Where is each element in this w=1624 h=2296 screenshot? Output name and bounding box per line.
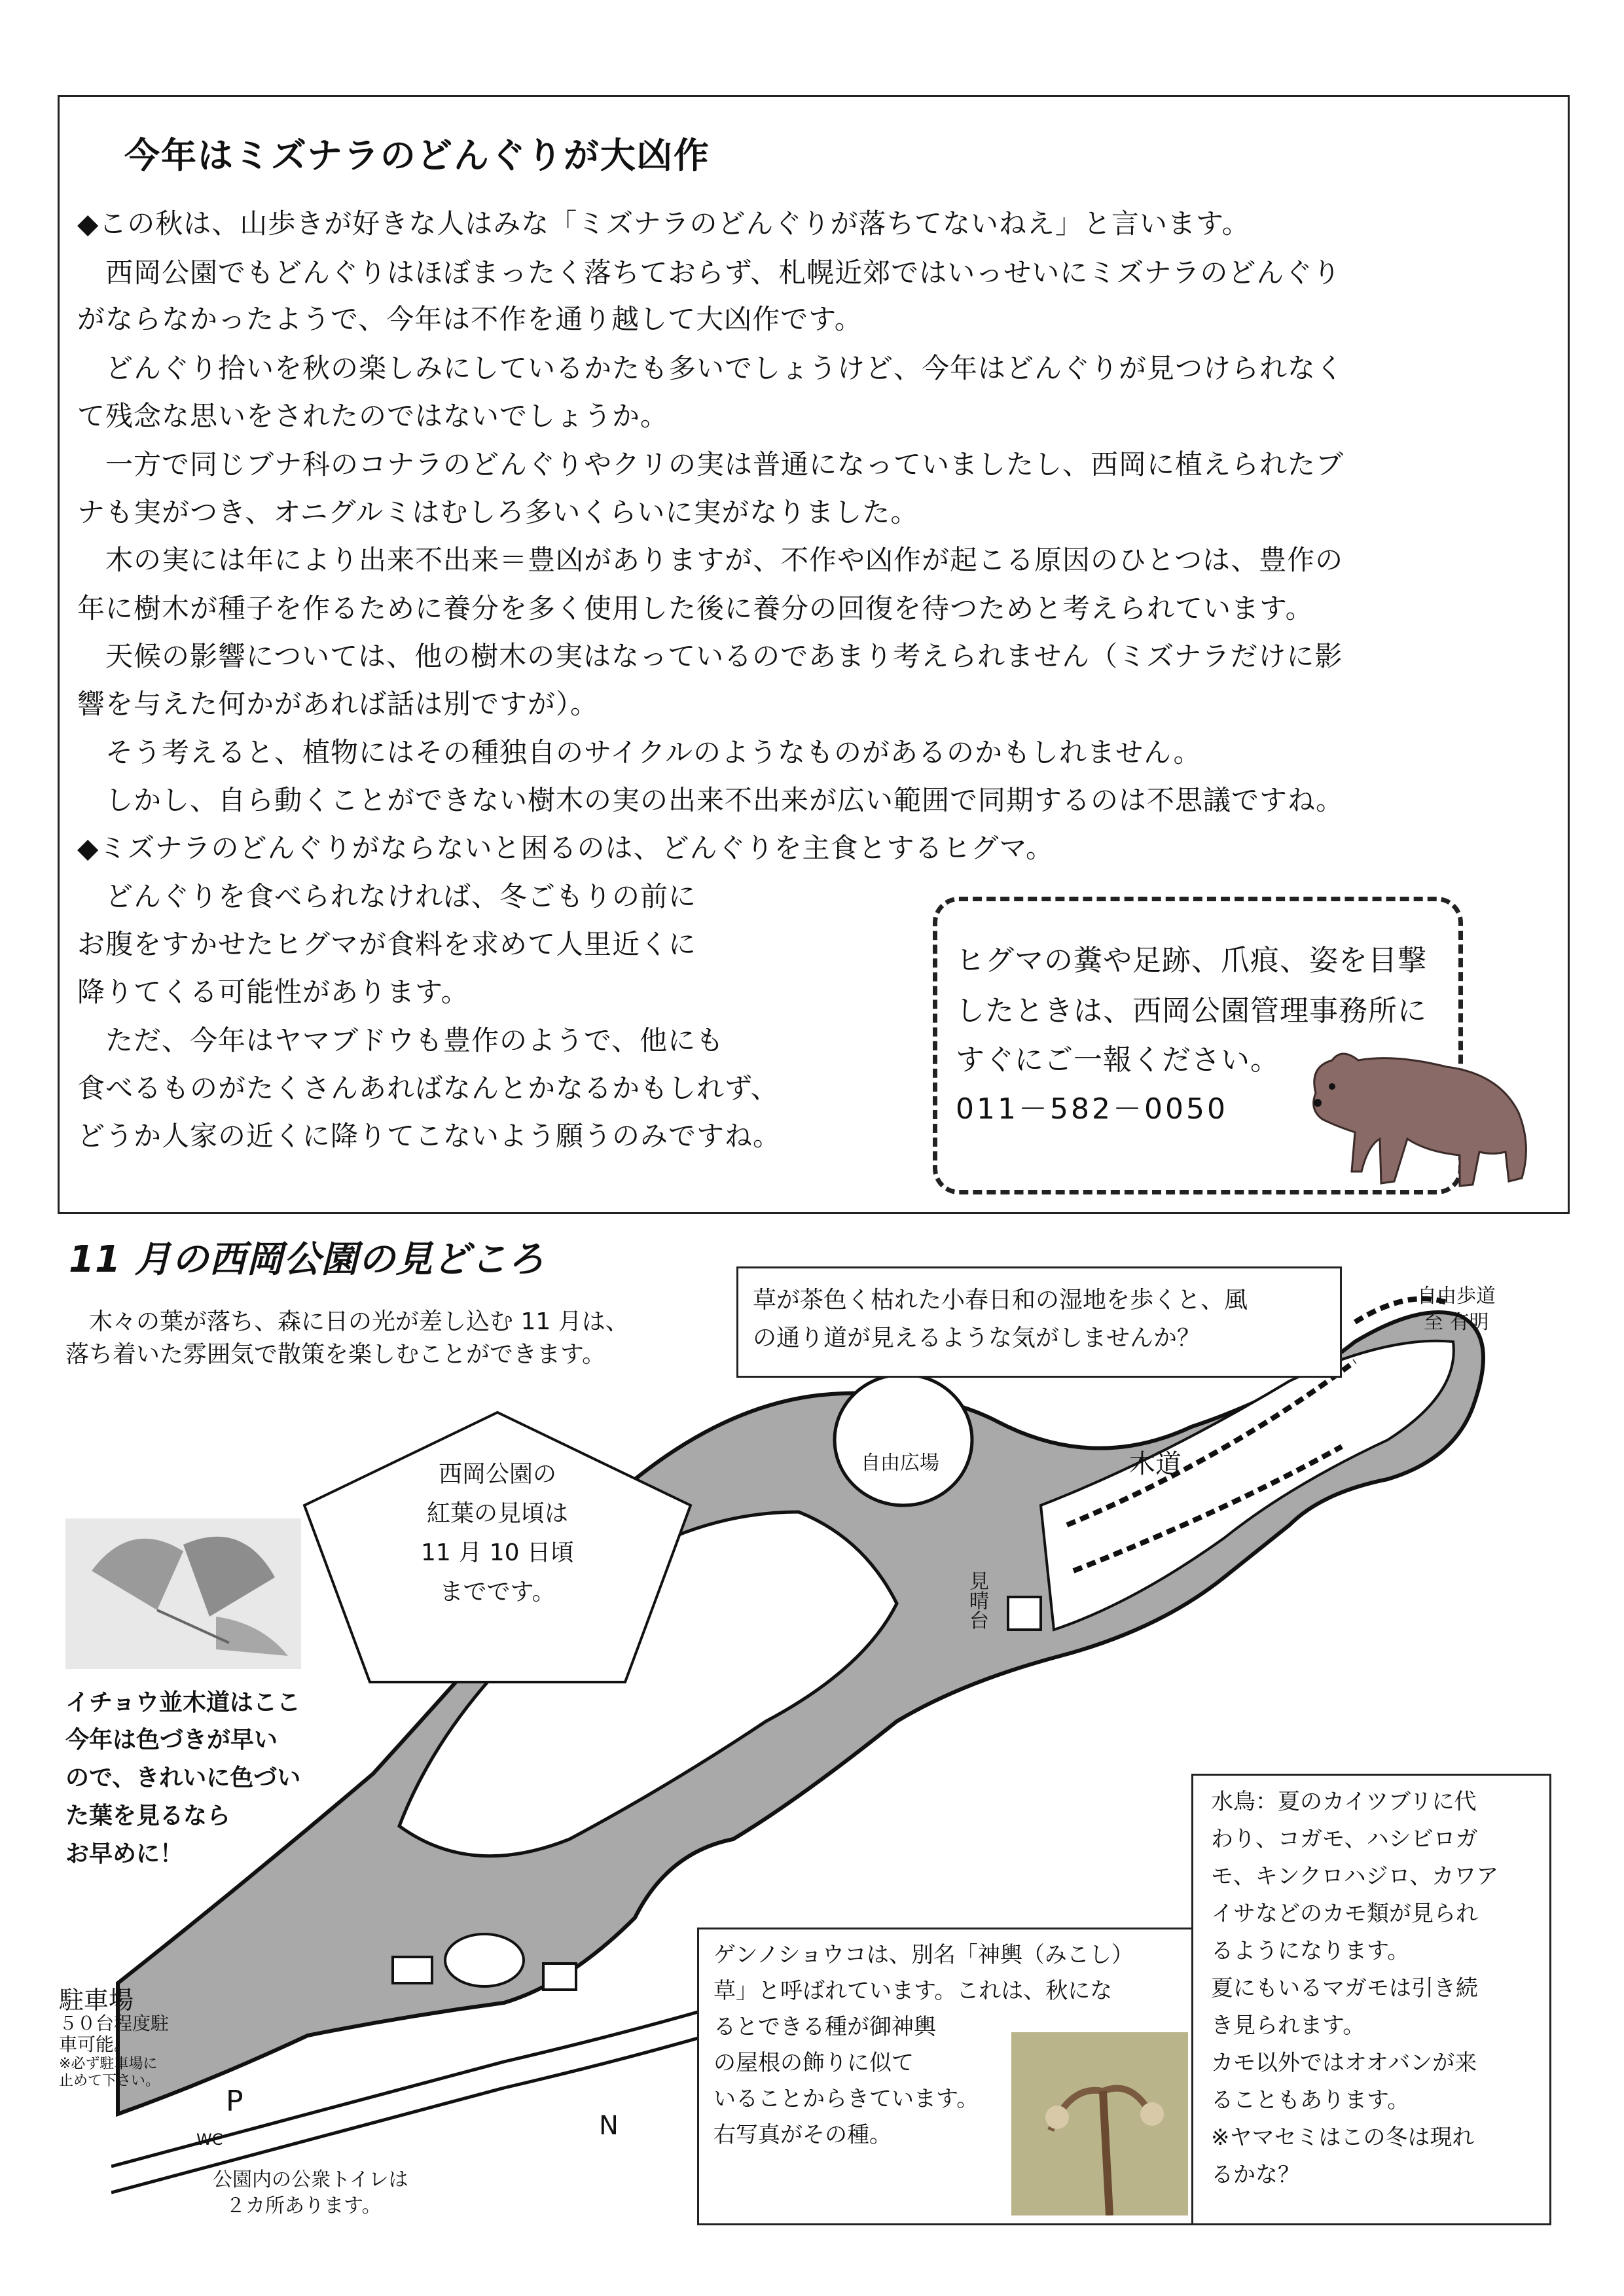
article-line: ◆ミズナラのどんぐりがならないと困るのは、どんぐりを主食とするヒグマ。	[77, 832, 1054, 864]
toilet-note: 公園内の公衆トイレは	[213, 2168, 408, 2191]
phone-number: 011－582－0050	[956, 1092, 1228, 1126]
article-title: 今年はミズナラのどんぐりが大凶作	[124, 135, 710, 176]
wetland-note-line: 草が茶色く枯れた小春日和の湿地を歩くと、風	[753, 1287, 1248, 1314]
gennoshouko-line: 草」と呼ばれています。これは、秋にな	[713, 1978, 1113, 2004]
north-arrow: N	[599, 2111, 619, 2141]
pentagon-line: 西岡公園の	[438, 1461, 556, 1488]
map-label-parking-note: ５０台程度駐	[59, 2013, 170, 2034]
article-line: 年に樹木が種子を作るために養分を多く使用した後に養分の回復を待つためと考えられています。	[77, 592, 1314, 624]
article-line: 木の実には年により出来不出来＝豊凶がありますが、不作や凶作が起こる原因のひとつは、豊作の	[77, 544, 1344, 576]
map-label-boardwalk: 木道	[1129, 1449, 1182, 1479]
ginkgo-note-line: 今年は色づきが早い	[65, 1727, 278, 1753]
gennoshouko-line: ゲンノショウコは、別名「神輿（みこし）	[713, 1942, 1134, 1968]
article-line: 響を与えた何かがあれば話は別ですが）。	[77, 688, 599, 720]
waterbirds-line: モ、キンクロハジロ、カワア	[1211, 1863, 1499, 1890]
waterbirds-line: わり、コガモ、ハシビロガ	[1211, 1826, 1478, 1852]
waterbirds-line: カモ以外ではオオバンが来	[1211, 2050, 1477, 2076]
waterbirds-line: イサなどのカモ類が見られ	[1211, 1901, 1478, 1927]
intro-line: 木々の葉が落ち、森に日の光が差し込む 11 月は、	[65, 1308, 629, 1335]
ginkgo-note-line: イチョウ並木道はここ	[65, 1689, 300, 1716]
article-line: 降りてくる可能性があります。	[77, 976, 469, 1008]
map-label-lookout: 見晴台	[965, 1571, 988, 1630]
ginkgo-photo	[65, 1518, 301, 1669]
map-label-parking-note: 車可能。	[59, 2034, 133, 2055]
bear-alert-line: ヒグマの糞や足跡、爪痕、姿を目撃	[956, 944, 1427, 977]
map-label-trail: 自由歩道	[1417, 1285, 1496, 1308]
gennoshouko-line: 右写真がその種。	[713, 2122, 892, 2148]
waterbirds-line: るようになります。	[1211, 1938, 1410, 1964]
article-line: 一方で同じブナ科のコナラのどんぐりやクリの実は普通になっていましたし、西岡に植えられたブ	[77, 448, 1344, 480]
map-label-p: P	[226, 2085, 244, 2118]
map-label-parking: 駐車場	[59, 1986, 134, 2015]
article-line: しかし、自ら動くことができない樹木の実の出来不出来が広い範囲で同期するのは不思議ですね。	[77, 784, 1344, 816]
pentagon-line: 紅葉の見頃は	[426, 1500, 568, 1527]
section-title: 11 月の西岡公園の見どころ	[69, 1238, 545, 1281]
intro-line: 落ち着いた雰囲気で散策を楽しむことができます。	[65, 1341, 606, 1368]
waterbirds-line: 水鳥：夏のカイツブリに代	[1211, 1789, 1477, 1815]
article-line: どんぐりを食べられなければ、冬ごもりの前に	[77, 880, 697, 912]
pentagon-line: までです。	[439, 1579, 556, 1605]
article-line: どうか人家の近くに降りてこないよう願うのみですね。	[77, 1120, 782, 1152]
article-line: どんぐり拾いを秋の楽しみにしているかたも多いでしょうけど、今年はどんぐりが見つけられなく	[77, 352, 1344, 384]
article-line: て残念な思いをされたのではないでしょうか。	[77, 400, 669, 432]
map-label-parking-note: ※必ず駐車場に	[59, 2056, 158, 2072]
article-line: 天候の影響については、他の樹木の実はなっているのであまり考えられません（ミズナラだけに影	[77, 640, 1343, 672]
waterbirds-line: るかな？	[1211, 2162, 1300, 2188]
map-label-parking-note: 止めて下さい。	[59, 2073, 160, 2089]
bear-alert-line: すぐにご一報ください。	[956, 1043, 1280, 1077]
article-line: がならなかったようで、今年は不作を通り越して大凶作です。	[77, 303, 863, 335]
article-line: お腹をすかせたヒグマが食料を求めて人里近くに	[77, 928, 697, 960]
map-label-plaza: 自由広場	[861, 1452, 939, 1475]
ginkgo-note-line: ので、きれいに色づい	[65, 1765, 301, 1791]
gennoshouko-line: の屋根の飾りに似て	[713, 2050, 914, 2076]
article-line: ナも実がつき、オニグルミはむしろ多いくらいに実がなりました。	[77, 496, 919, 528]
waterbirds-line: 夏にもいるマガモは引き続	[1211, 1975, 1478, 2001]
pentagon-line: 11 月 10 日頃	[421, 1539, 574, 1566]
ginkgo-note-line: お早めに！	[65, 1840, 184, 1867]
waterbirds-line: き見られます。	[1211, 2013, 1365, 2039]
toilet-note: ２カ所あります。	[226, 2195, 382, 2217]
gennoshouko-line: いることからきています。	[713, 2086, 979, 2112]
bear-icon	[1296, 1041, 1545, 1204]
waterbirds-line: ※ヤマセミはこの冬は現れ	[1211, 2125, 1475, 2151]
map-label-trail-dest: 至 有明	[1424, 1311, 1489, 1334]
article-line: ただ、今年はヤマブドウも豊作のようで、他にも	[77, 1024, 725, 1056]
article-line: 食べるものがたくさんあればなんとかなるかもしれず、	[77, 1072, 779, 1104]
wetland-note-line: の通り道が見えるような気がしませんか？	[753, 1325, 1201, 1352]
ginkgo-note-line: た葉を見るなら	[65, 1803, 231, 1829]
waterbirds-line: ることもあります。	[1211, 2087, 1410, 2113]
bear-alert-line: したときは、西岡公園管理事務所に	[956, 994, 1427, 1028]
article-line: ◆この秋は、山歩きが好きな人はみな「ミズナラのどんぐりが落ちてないねえ」と言います。	[77, 207, 1250, 240]
article-line: そう考えると、植物にはその種独自のサイクルのようなものがあるのかもしれません。	[77, 736, 1202, 768]
article-line: 西岡公園でもどんぐりはほぼまったく落ちておらず、札幌近郊ではいっせいにミズナラのどんぐり	[77, 257, 1341, 289]
map-label-wc: WC	[196, 2130, 223, 2149]
gennoshouko-line: るとできる種が御神輿	[713, 2014, 936, 2040]
seed-photo	[1011, 2032, 1188, 2215]
